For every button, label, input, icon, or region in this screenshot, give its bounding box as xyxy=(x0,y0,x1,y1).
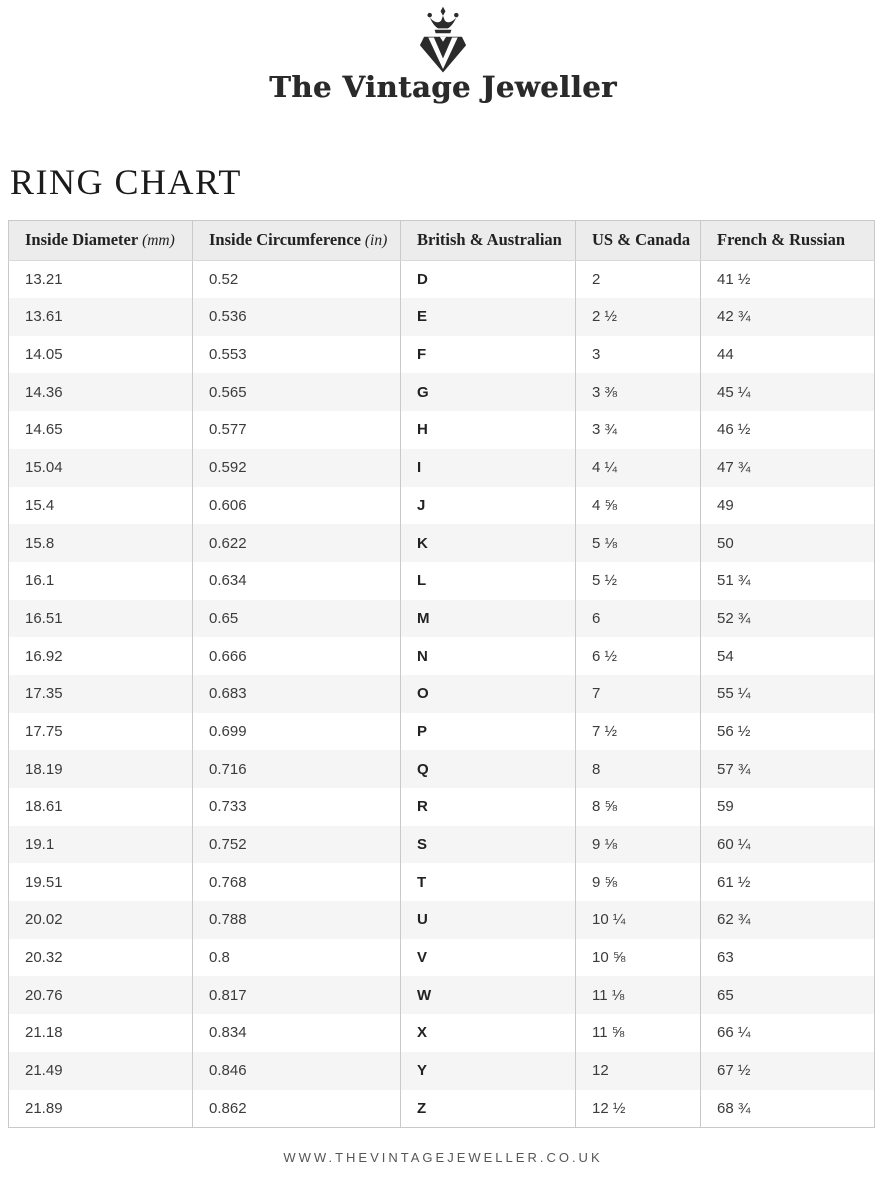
table-cell-inside-circumference-in: 0.699 xyxy=(193,713,401,751)
table-cell-british-australian: M xyxy=(401,600,576,638)
table-cell-us-canada: 11 ⅛ xyxy=(576,976,701,1014)
table-cell-inside-diameter-mm: 16.51 xyxy=(25,609,63,627)
table-cell-british-australian: H xyxy=(401,411,576,449)
column-header-inside-circumference-in: Inside Circumference (in) xyxy=(193,220,401,260)
table-cell-french-russian: 61 ½ xyxy=(701,863,875,901)
table-cell-french-russian: 60 ¼ xyxy=(701,826,875,864)
table-cell-inside-diameter-mm: 20.02 xyxy=(25,911,63,929)
table-cell-us-canada: 9 ⅛ xyxy=(576,826,701,864)
table-cell-inside-diameter-mm: 19.51 xyxy=(25,873,63,891)
table-cell-french-russian: 47 ¾ xyxy=(701,449,875,487)
table-cell-inside-diameter-mm: 15.8 xyxy=(25,534,55,552)
table-header xyxy=(9,220,875,260)
table-row xyxy=(9,750,875,788)
table-cell-inside-diameter-mm: 16.1 xyxy=(25,572,55,590)
table-cell-us-canada: 6 xyxy=(576,600,701,638)
table-cell-us-canada: 5 ⅛ xyxy=(576,524,701,562)
table-cell-us-canada: 3 xyxy=(576,336,701,374)
table-cell-inside-diameter-mm: 21.18 xyxy=(25,1024,63,1042)
table-cell-inside-diameter-mm: 17.75 xyxy=(25,722,63,740)
table-cell-inside-diameter-mm: 18.19 xyxy=(25,760,63,778)
table-cell-british-australian: G xyxy=(401,373,576,411)
table-row xyxy=(9,863,875,901)
table-row xyxy=(9,826,875,864)
table-cell-inside-circumference-in: 0.683 xyxy=(193,675,401,713)
site-header xyxy=(0,0,886,104)
table-cell-french-russian: 62 ¾ xyxy=(701,901,875,939)
table-row xyxy=(9,487,875,525)
table-cell-inside-circumference-in: 0.846 xyxy=(193,1052,401,1090)
table-row xyxy=(9,1014,875,1052)
table-cell-british-australian: N xyxy=(401,637,576,675)
column-header-british-australian: British & Australian xyxy=(401,220,576,260)
table-cell-french-russian: 46 ½ xyxy=(701,411,875,449)
table-cell-inside-circumference-in: 0.553 xyxy=(193,336,401,374)
table-cell-us-canada: 3 ⅜ xyxy=(576,373,701,411)
table-cell-us-canada: 7 ½ xyxy=(576,713,701,751)
table-row xyxy=(9,713,875,751)
table-cell-french-russian: 63 xyxy=(701,939,875,977)
table-cell-british-australian: O xyxy=(401,675,576,713)
table-row xyxy=(9,976,875,1014)
table-header-row xyxy=(9,220,875,260)
table-cell-british-australian: J xyxy=(401,487,576,525)
table-cell-inside-diameter-mm: 18.61 xyxy=(25,798,63,816)
table-cell-us-canada: 4 ⅝ xyxy=(576,487,701,525)
table-cell-us-canada: 12 ½ xyxy=(576,1090,701,1128)
site-footer xyxy=(0,1150,886,1165)
page-title: RING CHART xyxy=(10,161,242,202)
table-cell-french-russian: 52 ¾ xyxy=(701,600,875,638)
table-cell-british-australian: X xyxy=(401,1014,576,1052)
table-cell-inside-circumference-in: 0.716 xyxy=(193,750,401,788)
table-cell-us-canada: 2 ½ xyxy=(576,298,701,336)
table-row xyxy=(9,939,875,977)
table-cell-british-australian: V xyxy=(401,939,576,977)
table-row xyxy=(9,260,875,298)
table-cell-inside-circumference-in: 0.8 xyxy=(193,939,401,977)
table-row xyxy=(9,411,875,449)
ring-size-table xyxy=(8,220,875,1128)
table-cell-inside-circumference-in: 0.565 xyxy=(193,373,401,411)
table-body xyxy=(9,260,875,1127)
table-cell-inside-circumference-in: 0.817 xyxy=(193,976,401,1014)
table-cell-us-canada: 4 ¼ xyxy=(576,449,701,487)
table-cell-inside-diameter-mm: 14.05 xyxy=(25,346,63,364)
table-cell-inside-circumference-in: 0.606 xyxy=(193,487,401,525)
table-cell-inside-circumference-in: 0.536 xyxy=(193,298,401,336)
table-cell-french-russian: 51 ¾ xyxy=(701,562,875,600)
table-row xyxy=(9,373,875,411)
table-cell-inside-diameter-mm: 17.35 xyxy=(25,685,63,703)
table-cell-british-australian: Y xyxy=(401,1052,576,1090)
table-cell-inside-circumference-in: 0.622 xyxy=(193,524,401,562)
table-cell-british-australian: F xyxy=(401,336,576,374)
table-cell-british-australian: L xyxy=(401,562,576,600)
table-cell-us-canada: 8 xyxy=(576,750,701,788)
table-cell-british-australian: I xyxy=(401,449,576,487)
table-cell-us-canada: 12 xyxy=(576,1052,701,1090)
table-cell-inside-circumference-in: 0.834 xyxy=(193,1014,401,1052)
column-header-french-russian: French & Russian xyxy=(701,220,875,260)
table-cell-inside-diameter-mm: 20.32 xyxy=(25,949,63,967)
table-cell-inside-diameter-mm: 15.04 xyxy=(25,459,63,477)
column-header-inside-diameter-mm: Inside Diameter (mm) xyxy=(9,220,193,260)
table-cell-inside-circumference-in: 0.65 xyxy=(193,600,401,638)
table-cell-french-russian: 41 ½ xyxy=(701,260,875,298)
table-cell-british-australian: R xyxy=(401,788,576,826)
table-cell-french-russian: 56 ½ xyxy=(701,713,875,751)
table-cell-british-australian: W xyxy=(401,976,576,1014)
table-cell-french-russian: 44 xyxy=(701,336,875,374)
table-row xyxy=(9,449,875,487)
table-cell-inside-circumference-in: 0.768 xyxy=(193,863,401,901)
table-cell-french-russian: 42 ¾ xyxy=(701,298,875,336)
table-cell-us-canada: 10 ¼ xyxy=(576,901,701,939)
table-cell-french-russian: 55 ¼ xyxy=(701,675,875,713)
table-cell-french-russian: 49 xyxy=(701,487,875,525)
table-cell-french-russian: 65 xyxy=(701,976,875,1014)
main-content xyxy=(0,161,886,1128)
table-cell-french-russian: 45 ¼ xyxy=(701,373,875,411)
table-cell-french-russian: 57 ¾ xyxy=(701,750,875,788)
table-cell-us-canada: 8 ⅝ xyxy=(576,788,701,826)
brand-wordmark: The Vintage Jeweller xyxy=(269,70,617,104)
table-row xyxy=(9,1090,875,1128)
table-row xyxy=(9,600,875,638)
table-cell-british-australian: P xyxy=(401,713,576,751)
table-cell-british-australian: D xyxy=(401,260,576,298)
table-row xyxy=(9,637,875,675)
table-cell-british-australian: S xyxy=(401,826,576,864)
table-cell-inside-circumference-in: 0.577 xyxy=(193,411,401,449)
table-cell-french-russian: 66 ¼ xyxy=(701,1014,875,1052)
table-row xyxy=(9,298,875,336)
table-cell-british-australian: Z xyxy=(401,1090,576,1128)
table-row xyxy=(9,788,875,826)
table-cell-us-canada: 11 ⅝ xyxy=(576,1014,701,1052)
table-cell-inside-diameter-mm: 13.61 xyxy=(25,308,63,326)
table-cell-us-canada: 10 ⅝ xyxy=(576,939,701,977)
table-cell-inside-diameter-mm: 15.4 xyxy=(25,496,55,514)
table-row xyxy=(9,901,875,939)
table-cell-inside-circumference-in: 0.788 xyxy=(193,901,401,939)
table-cell-inside-circumference-in: 0.592 xyxy=(193,449,401,487)
table-cell-us-canada: 6 ½ xyxy=(576,637,701,675)
table-cell-inside-diameter-mm: 14.36 xyxy=(25,383,63,401)
table-cell-inside-diameter-mm: 21.89 xyxy=(25,1099,63,1117)
table-row xyxy=(9,1052,875,1090)
table-cell-british-australian: Q xyxy=(401,750,576,788)
table-cell-british-australian: E xyxy=(401,298,576,336)
table-cell-us-canada: 7 xyxy=(576,675,701,713)
table-cell-inside-circumference-in: 0.634 xyxy=(193,562,401,600)
table-cell-british-australian: U xyxy=(401,901,576,939)
table-cell-us-canada: 9 ⅝ xyxy=(576,863,701,901)
table-cell-inside-diameter-mm: 13.21 xyxy=(25,270,63,288)
table-cell-french-russian: 67 ½ xyxy=(701,1052,875,1090)
footer-url: WWW.THEVINTAGEJEWELLER.CO.UK xyxy=(283,1149,603,1165)
column-header-us-canada: US & Canada xyxy=(576,220,701,260)
table-cell-french-russian: 50 xyxy=(701,524,875,562)
table-cell-inside-circumference-in: 0.52 xyxy=(193,260,401,298)
table-cell-us-canada: 3 ¾ xyxy=(576,411,701,449)
table-cell-inside-diameter-mm: 16.92 xyxy=(25,647,63,665)
table-row xyxy=(9,336,875,374)
table-row xyxy=(9,524,875,562)
table-cell-french-russian: 54 xyxy=(701,637,875,675)
table-cell-inside-diameter-mm: 14.65 xyxy=(25,421,63,439)
table-cell-inside-circumference-in: 0.666 xyxy=(193,637,401,675)
table-cell-british-australian: T xyxy=(401,863,576,901)
table-cell-french-russian: 68 ¾ xyxy=(701,1090,875,1128)
table-cell-british-australian: K xyxy=(401,524,576,562)
logo xyxy=(0,6,886,104)
table-cell-inside-diameter-mm: 21.49 xyxy=(25,1062,63,1080)
crown-diamond-icon xyxy=(0,6,886,76)
table-cell-inside-circumference-in: 0.733 xyxy=(193,788,401,826)
table-cell-us-canada: 2 xyxy=(576,260,701,298)
table-cell-french-russian: 59 xyxy=(701,788,875,826)
table-cell-inside-diameter-mm: 20.76 xyxy=(25,986,63,1004)
table-cell-inside-circumference-in: 0.862 xyxy=(193,1090,401,1128)
table-cell-us-canada: 5 ½ xyxy=(576,562,701,600)
table-row xyxy=(9,675,875,713)
table-cell-inside-circumference-in: 0.752 xyxy=(193,826,401,864)
table-row xyxy=(9,562,875,600)
table-cell-inside-diameter-mm: 19.1 xyxy=(25,836,55,854)
